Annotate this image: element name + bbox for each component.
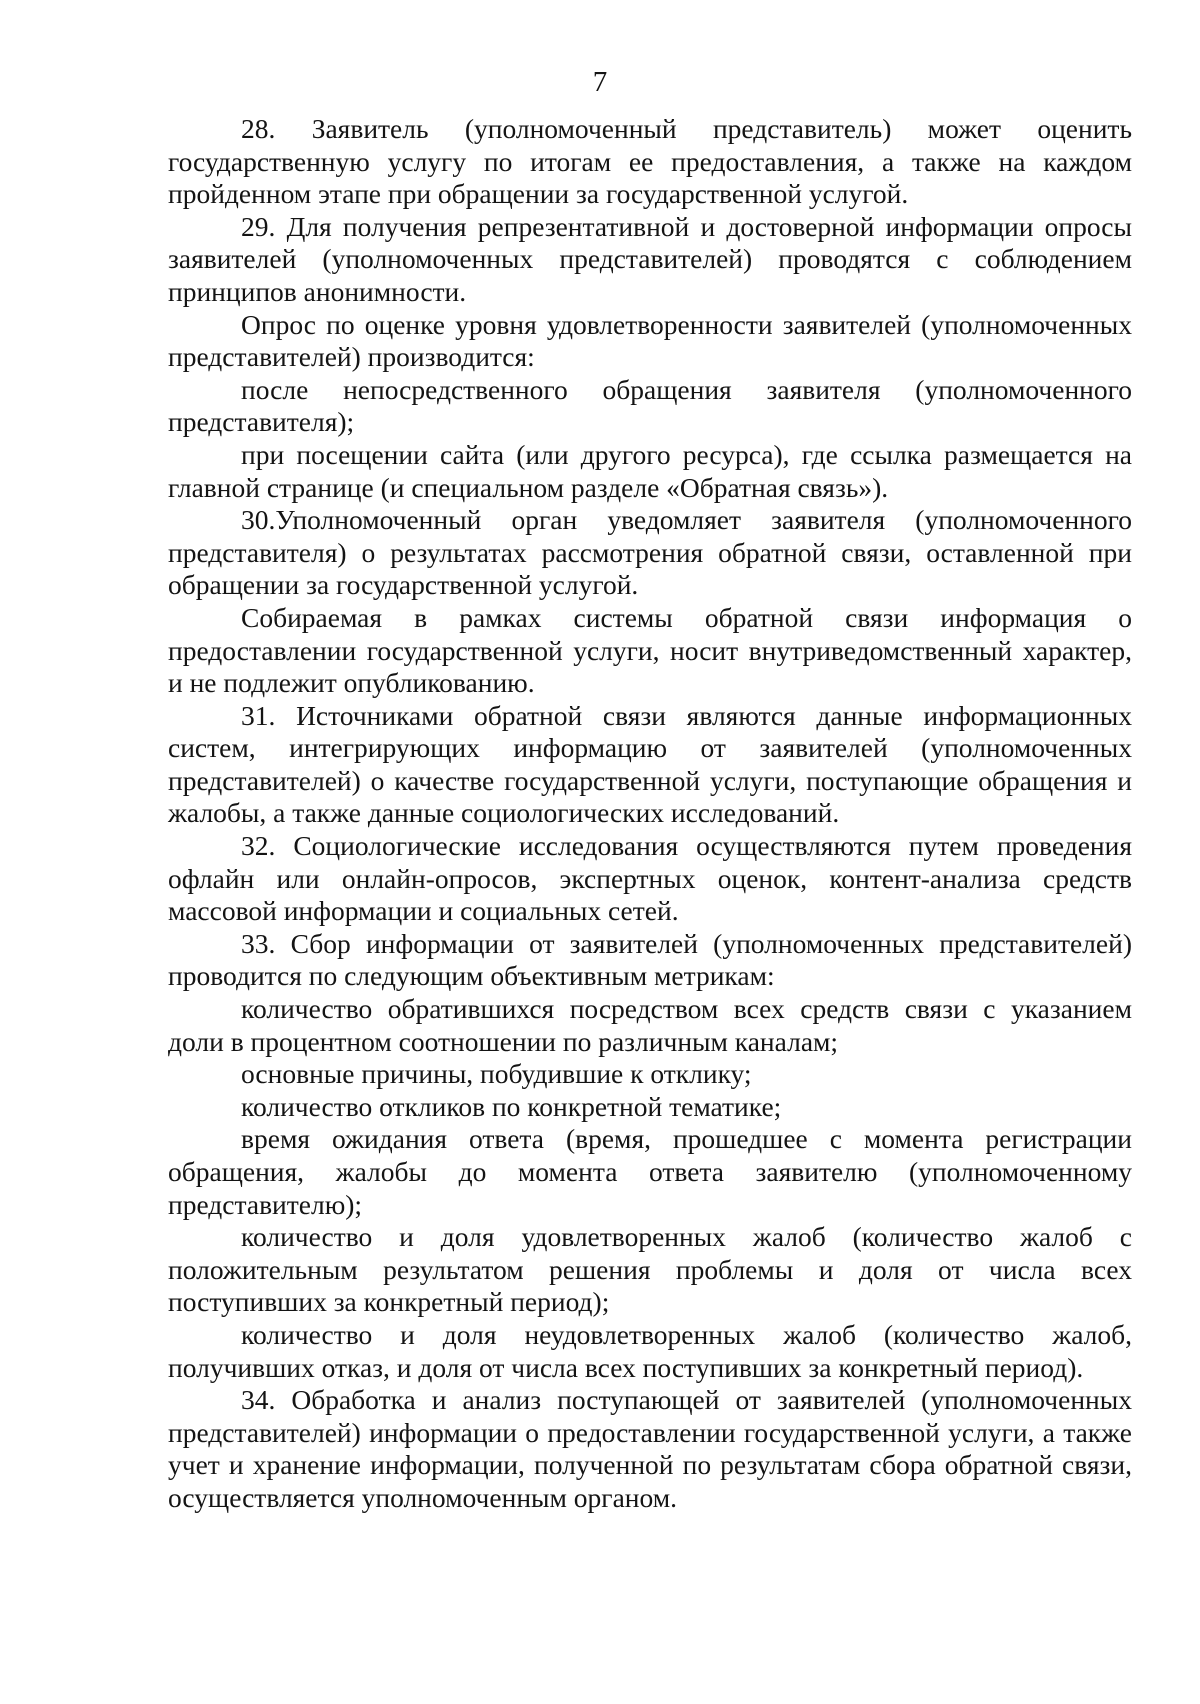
paragraph-31: 31. Источниками обратной связи являются данные информационных систем, интегрирующих информацию от заявителей (уполномоченных представителей) о качестве государственной услуги, поступающие обращения и жалобы, а также данные социологических исследований.: [168, 699, 1132, 829]
metric-topic-count: количество откликов по конкретной тематике;: [241, 1090, 782, 1122]
paragraph-34: 34. Обработка и анализ поступающей от заявителей (уполномоченных представителей) информации о предоставлении государственной услуги, а также учет и хранение информации, полученной по результатам сбора обратной связи, осуществляется уполномоченным органом.: [168, 1384, 1132, 1513]
metric-unsatisfied-complaints: количество и доля неудовлетворенных жалоб (количество жалоб, получивших отказ, и доля от числа всех поступивших за конкретный период).: [168, 1318, 1132, 1383]
paragraph-28: 28. Заявитель (уполномоченный представитель) может оценить государственную услугу по итогам ее предоставления, а также на каждом пройденном этапе при обращении за государственной услугой.: [168, 113, 1132, 210]
paragraph-survey-intro: Опрос по оценке уровня удовлетворенности заявителей (уполномоченных представителей) производится:: [168, 308, 1132, 373]
paragraph-32: 32. Социологические исследования осуществляются путем проведения офлайн или онлайн-опросов, экспертных оценок, контент-анализа средств массовой информации и социальных сетей.: [168, 830, 1132, 927]
paragraph-30: 30.Уполномоченный орган уведомляет заявителя (уполномоченного представителя) о результатах рассмотрения обратной связи, оставленной при обращении за государственной услугой.: [168, 504, 1132, 601]
metric-contacts-count: количество обратившихся посредством всех средств связи с указанием доли в процентном соотношении по различным каналам;: [168, 993, 1132, 1057]
metric-main-reasons: основные причины, побудившие к отклику;: [241, 1058, 752, 1090]
paragraph-29: 29. Для получения репрезентативной и достоверной информации опросы заявителей (уполномоченных представителей) проводятся с соблюдением принципов анонимности.: [168, 210, 1132, 307]
page-number: 7: [592, 66, 608, 98]
paragraph-survey-after-visit: после непосредственного обращения заявителя (уполномоченного представителя);: [168, 373, 1132, 438]
paragraph-feedback-internal: Собираемая в рамках системы обратной связи информация о предоставлении государственной услуги, носит внутриведомственный характер, и не подлежит опубликованию.: [168, 601, 1132, 699]
paragraph-survey-website: при посещении сайта (или другого ресурса), где ссылка размещается на главной странице (и специальном разделе «Обратная связь»).: [168, 438, 1132, 503]
metric-satisfied-complaints: количество и доля удовлетворенных жалоб (количество жалоб с положительным результатом решения проблемы и доля от числа всех поступивших за конкретный период);: [168, 1221, 1132, 1318]
document-body: [168, 113, 1132, 1515]
metric-response-time: время ожидания ответа (время, прошедшее с момента регистрации обращения, жалобы до момента ответа заявителю (уполномоченному представителю);: [168, 1123, 1132, 1220]
paragraph-33: 33. Сбор информации от заявителей (уполномоченных представителей) проводится по следующим объективным метрикам:: [168, 927, 1132, 992]
